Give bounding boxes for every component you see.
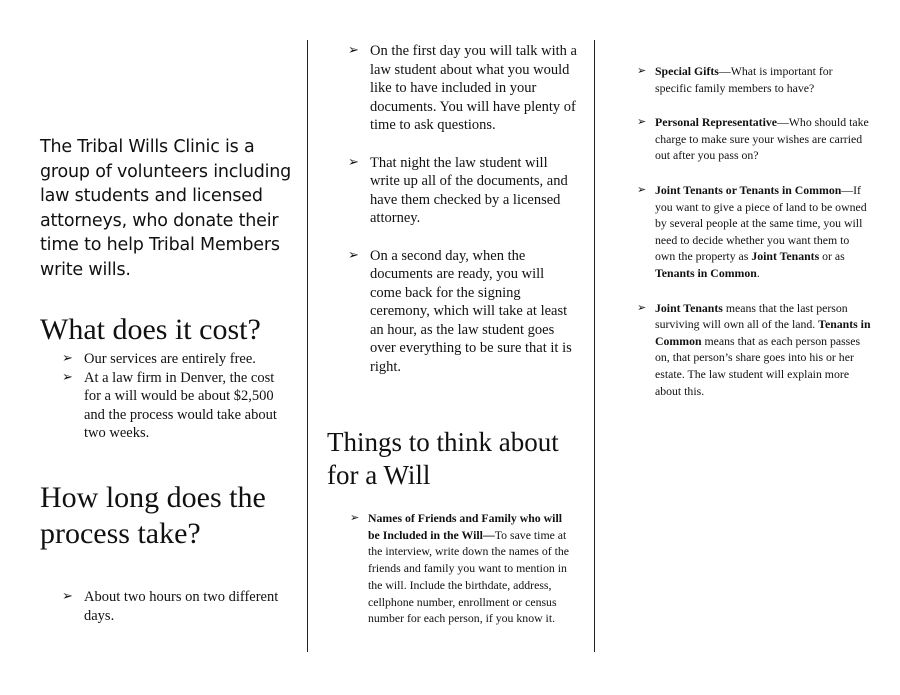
list-item: ➢ That night the law student will write up all of the documents, and have them checked by a licensed attorney.	[348, 154, 568, 226]
cost-list	[62, 350, 292, 443]
bullet-arrow-icon: ➢	[637, 64, 647, 77]
list-item: ➢ Special Gifts—What is important for specific family members to have?	[637, 64, 833, 95]
bullet-arrow-icon: ➢	[637, 300, 647, 314]
bullet-arrow-icon: ➢	[348, 247, 359, 263]
duration-list	[62, 588, 292, 625]
list-item: ➢ Joint Tenants means that the last person surviving will own all of the land. Tenants in Common means that as each person passes on, that person’s share goes into his or her estate. The law student will explain more about this.	[637, 300, 871, 398]
list-item: ➢ On the first day you will talk with a law student about what you would like to have included in your documents. You will have plenty of time to ask questions.	[348, 43, 577, 133]
list-item: ➢ Our services are entirely free.	[62, 351, 256, 367]
list-item: ➢ Names of Friends and Family who will be Included in the Will—To save time at the interview, write down the names of the friends and family you want to mention in the will. Include the birthdate, address, cellphone number, enrollment or census number for each person, if you know it.	[350, 511, 570, 626]
cost-heading: What does it cost?	[40, 313, 261, 346]
duration-heading: How long does the process take?	[40, 481, 266, 550]
bullet-arrow-icon: ➢	[637, 115, 647, 129]
intro-paragraph: The Tribal Wills Clinic is a group of volunteers including law students and licensed attorneys, who donate their time to help Tribal Members write wills.	[40, 137, 292, 280]
bullet-arrow-icon: ➢	[348, 43, 359, 58]
think-heading: Things to think about for a Will	[327, 427, 559, 490]
list-item: ➢ Personal Representative—Who should take charge to make sure your wishes are carried out after you pass on?	[637, 115, 869, 163]
column-divider-right	[594, 40, 595, 652]
bullet-arrow-icon: ➢	[62, 351, 73, 366]
column-divider-left	[307, 40, 308, 652]
list-item: ➢ At a law firm in Denver, the cost for a will would be about $2,500 and the process would take about two weeks.	[62, 369, 277, 441]
bullet-arrow-icon: ➢	[350, 511, 360, 524]
names-list	[350, 510, 575, 627]
considerations-list	[637, 63, 872, 417]
list-item: ➢ Joint Tenants or Tenants in Common—If you want to give a piece of land to be owned by several people at the same time, you will need to decide whether you want them to own the property as Joint Tenants or as Tenants in Common.	[637, 182, 867, 280]
list-item: ➢ About two hours on two different days.	[62, 589, 279, 624]
list-item: ➢ On a second day, when the documents are ready, you will come back for the signing ceremony, which will take at least an hour, as the law student goes over everything to be sure that it is right.	[348, 247, 572, 375]
bullet-arrow-icon: ➢	[348, 154, 359, 170]
process-list	[348, 42, 578, 395]
bullet-arrow-icon: ➢	[62, 589, 73, 604]
bullet-arrow-icon: ➢	[62, 369, 73, 385]
bullet-arrow-icon: ➢	[637, 182, 647, 196]
